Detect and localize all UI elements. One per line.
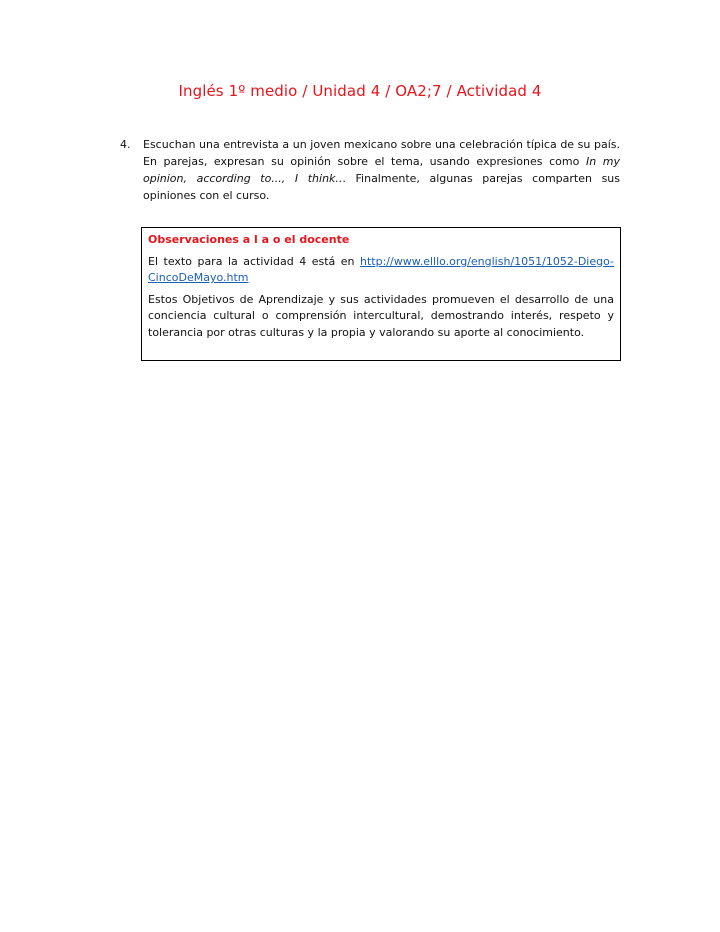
observations-box [141, 227, 621, 361]
activity-description [143, 136, 620, 204]
observations-link-paragraph [148, 254, 614, 287]
activity-text-before: Escuchan una entrevista a un joven mexicano sobre una celebración típica de su país. En parejas, expresan su opinión sobre el tema, usando expresiones como [143, 138, 620, 168]
observations-title: Observaciones a l a o el docente [148, 233, 350, 246]
activity-text-after: . Finalmente, algunas parejas comparten sus opiniones con el curso. [143, 172, 620, 202]
activity-number: 4. [120, 138, 131, 151]
resource-link[interactable]: http://www.elllo.org/english/1051/1052-Diego-CincoDeMayo.htm [148, 254, 614, 284]
observations-link-intro: El texto para la actividad 4 está en [148, 254, 361, 268]
activity-item [120, 136, 620, 204]
observations-paragraph: Estos Objetivos de Aprendizaje y sus actividades promueven el desarrollo de una conciencia cultural o comprensión intercultural, demostrando interés, respeto y tolerancia por otras culturas y la propia y valorando su aporte al conocimiento. [148, 292, 614, 339]
activity-text-italic: In my opinion, according to..., I think.. [143, 155, 620, 185]
page-title: Inglés 1º medio / Unidad 4 / OA2;7 / Actividad 4 [178, 82, 542, 100]
